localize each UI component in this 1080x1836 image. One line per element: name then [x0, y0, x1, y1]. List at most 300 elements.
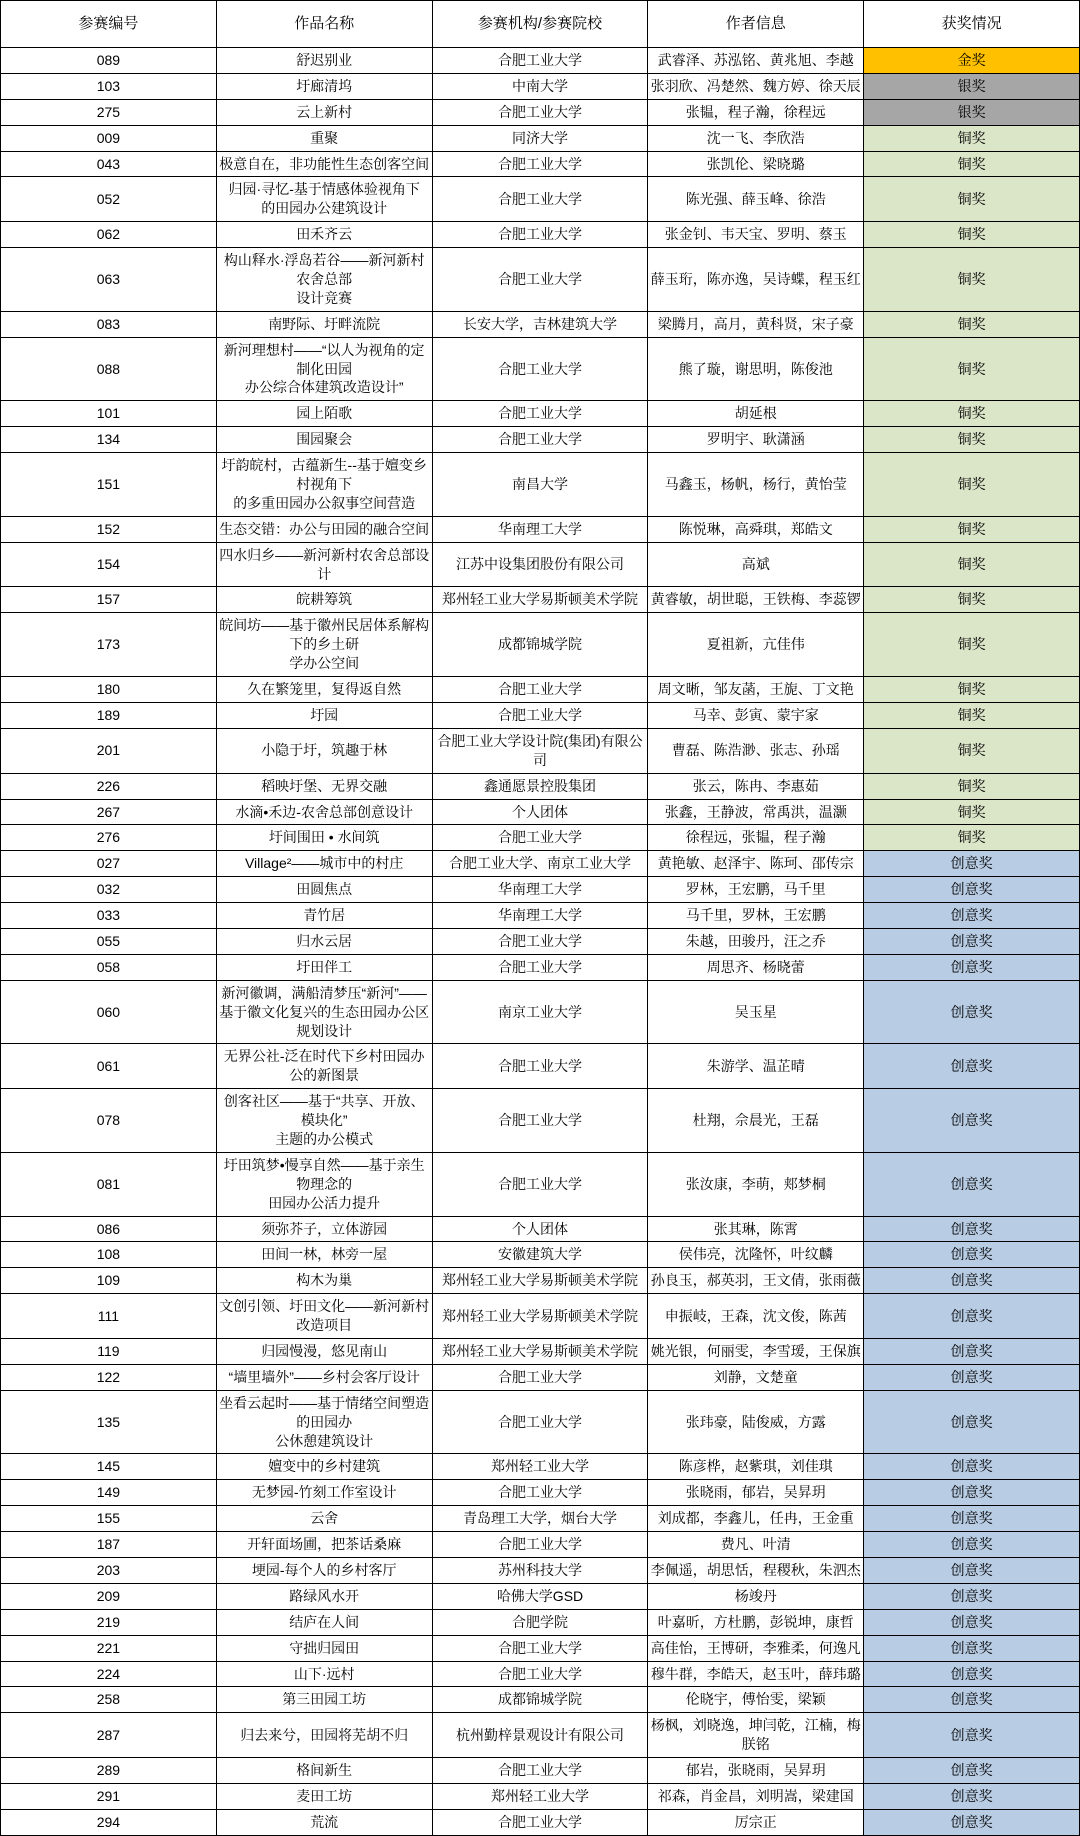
- table-row: [1, 954, 1080, 980]
- cell-work-title: 皖耕筹筑: [216, 587, 432, 613]
- cell-organization: 成都锦城学院: [432, 1687, 648, 1713]
- header-work-title: 作品名称: [216, 1, 432, 48]
- cell-award-badge: 创意奖: [864, 1713, 1080, 1758]
- cell-entry-id: 101: [1, 401, 217, 427]
- cell-organization: 合肥工业大学: [432, 702, 648, 728]
- cell-organization: 个人团体: [432, 1216, 648, 1242]
- table-row: [1, 1294, 1080, 1339]
- cell-organization: 合肥工业大学: [432, 1661, 648, 1687]
- cell-author-info: 伦晓宇，傅怡雯，梁颖: [648, 1687, 864, 1713]
- cell-work-title: 归园慢漫，悠见南山: [216, 1338, 432, 1364]
- table-row: [1, 825, 1080, 851]
- cell-author-info: 张玮豪，陆俊威，方露: [648, 1390, 864, 1454]
- table-row: [1, 1480, 1080, 1506]
- cell-award-badge: 铜奖: [864, 222, 1080, 248]
- cell-work-title: 生态交错：办公与田园的融合空间: [216, 516, 432, 542]
- cell-organization: 合肥工业大学设计院(集团)有限公司: [432, 728, 648, 773]
- cell-author-info: 张鑫，王静波，常禹洪，温灏: [648, 799, 864, 825]
- cell-organization: 合肥工业大学: [432, 222, 648, 248]
- cell-work-title: 圩田伴工: [216, 954, 432, 980]
- cell-entry-id: 122: [1, 1364, 217, 1390]
- cell-entry-id: 089: [1, 48, 217, 74]
- cell-award-badge: 创意奖: [864, 1532, 1080, 1558]
- cell-award-badge: 铜奖: [864, 248, 1080, 312]
- cell-organization: 合肥工业大学: [432, 151, 648, 177]
- cell-work-title: 构木为巢: [216, 1268, 432, 1294]
- cell-author-info: 高佳怡，王博研，李雅柔，何逸凡: [648, 1635, 864, 1661]
- cell-work-title: 久在繁笼里，复得返自然: [216, 677, 432, 703]
- cell-author-info: 张韫，程子瀚，徐程远: [648, 99, 864, 125]
- cell-award-badge: 创意奖: [864, 1661, 1080, 1687]
- cell-work-title: 舒迟别业: [216, 48, 432, 74]
- cell-award-badge: 创意奖: [864, 1480, 1080, 1506]
- cell-organization: 华南理工大学: [432, 516, 648, 542]
- cell-organization: 合肥工业大学: [432, 401, 648, 427]
- cell-entry-id: 086: [1, 1216, 217, 1242]
- cell-author-info: 薛玉珩，陈亦逸，吴诗蝶，程玉红: [648, 248, 864, 312]
- cell-organization: 合肥工业大学: [432, 248, 648, 312]
- cell-award-badge: 创意奖: [864, 903, 1080, 929]
- cell-entry-id: 226: [1, 773, 217, 799]
- cell-author-info: 朱游学、温芷晴: [648, 1044, 864, 1089]
- cell-work-title: 田间一林，林旁一屋: [216, 1242, 432, 1268]
- cell-award-badge: 铜奖: [864, 125, 1080, 151]
- cell-organization: 合肥工业大学: [432, 677, 648, 703]
- cell-award-badge: 银奖: [864, 73, 1080, 99]
- cell-organization: 南京工业大学: [432, 980, 648, 1044]
- cell-author-info: 罗林，王宏鹏，马千里: [648, 877, 864, 903]
- header-entry-id: 参赛编号: [1, 1, 217, 48]
- cell-entry-id: 151: [1, 453, 217, 517]
- cell-author-info: 马鑫玉，杨帆，杨行，黄怡莹: [648, 453, 864, 517]
- cell-award-badge: 创意奖: [864, 1364, 1080, 1390]
- cell-award-badge: 创意奖: [864, 877, 1080, 903]
- cell-organization: 合肥工业大学: [432, 1480, 648, 1506]
- cell-organization: 合肥工业大学: [432, 99, 648, 125]
- table-row: [1, 1044, 1080, 1089]
- cell-organization: 合肥工业大学: [432, 1044, 648, 1089]
- cell-work-title: 圩田筑梦•慢享自然——基于亲生物理念的 田园办公活力提升: [216, 1152, 432, 1216]
- cell-award-badge: 创意奖: [864, 1152, 1080, 1216]
- cell-entry-id: 058: [1, 954, 217, 980]
- cell-organization: 苏州科技大学: [432, 1558, 648, 1584]
- cell-work-title: 青竹居: [216, 903, 432, 929]
- cell-organization: 合肥工业大学: [432, 825, 648, 851]
- table-row: [1, 903, 1080, 929]
- cell-award-badge: 铜奖: [864, 702, 1080, 728]
- cell-organization: 安徽建筑大学: [432, 1242, 648, 1268]
- cell-work-title: 结庐在人间: [216, 1609, 432, 1635]
- cell-entry-id: 145: [1, 1454, 217, 1480]
- cell-organization: 南昌大学: [432, 453, 648, 517]
- cell-author-info: 朱越，田骏丹，汪之乔: [648, 928, 864, 954]
- cell-award-badge: 创意奖: [864, 1044, 1080, 1089]
- cell-organization: 合肥工业大学: [432, 954, 648, 980]
- cell-organization: 哈佛大学GSD: [432, 1583, 648, 1609]
- cell-author-info: 杨竣丹: [648, 1583, 864, 1609]
- cell-author-info: 周文晰，邹友菡，王旎、丁文艳: [648, 677, 864, 703]
- table-row: [1, 1532, 1080, 1558]
- cell-work-title: 归去来兮，田园将芜胡不归: [216, 1713, 432, 1758]
- cell-author-info: 祁森，肖金昌，刘明嵩，梁建国: [648, 1784, 864, 1810]
- cell-award-badge: 创意奖: [864, 1558, 1080, 1584]
- cell-entry-id: 135: [1, 1390, 217, 1454]
- cell-work-title: 构山释水·浮岛若谷——新河新村农舍总部 设计竞赛: [216, 248, 432, 312]
- table-row: [1, 1338, 1080, 1364]
- cell-entry-id: 027: [1, 851, 217, 877]
- cell-entry-id: 221: [1, 1635, 217, 1661]
- cell-author-info: 夏祖新，亢佳伟: [648, 613, 864, 677]
- table-row: [1, 151, 1080, 177]
- cell-organization: 华南理工大学: [432, 877, 648, 903]
- cell-organization: 合肥工业大学: [432, 1635, 648, 1661]
- cell-author-info: 马幸、彭寅、蒙宇家: [648, 702, 864, 728]
- cell-entry-id: 209: [1, 1583, 217, 1609]
- table-row: [1, 702, 1080, 728]
- cell-work-title: 无梦园-竹刻工作室设计: [216, 1480, 432, 1506]
- table-row: [1, 1583, 1080, 1609]
- table-row: [1, 248, 1080, 312]
- cell-author-info: 刘静，文楚童: [648, 1364, 864, 1390]
- cell-award-badge: 铜奖: [864, 613, 1080, 677]
- cell-author-info: 姚光银，何丽雯，李雪瑷，王保旗: [648, 1338, 864, 1364]
- cell-award-badge: 铜奖: [864, 177, 1080, 222]
- cell-award-badge: 创意奖: [864, 1506, 1080, 1532]
- cell-work-title: 圩韵皖村，古蕴新生--基于嬗变乡村视角下 的多重田园办公叙事空间营造: [216, 453, 432, 517]
- cell-organization: 华南理工大学: [432, 903, 648, 929]
- cell-entry-id: 294: [1, 1809, 217, 1835]
- table-row: [1, 1558, 1080, 1584]
- cell-award-badge: 铜奖: [864, 453, 1080, 517]
- cell-organization: 合肥工业大学: [432, 427, 648, 453]
- cell-organization: 合肥工业大学: [432, 1758, 648, 1784]
- cell-author-info: 梁腾月，高月，黄科贤，宋子豪: [648, 311, 864, 337]
- cell-award-badge: 铜奖: [864, 337, 1080, 401]
- cell-author-info: 熊了璇，谢思明，陈俊池: [648, 337, 864, 401]
- cell-organization: 郑州轻工业大学易斯顿美术学院: [432, 1268, 648, 1294]
- cell-entry-id: 155: [1, 1506, 217, 1532]
- cell-entry-id: 083: [1, 311, 217, 337]
- cell-award-badge: 创意奖: [864, 1784, 1080, 1810]
- table-row: [1, 1809, 1080, 1835]
- cell-work-title: 第三田园工坊: [216, 1687, 432, 1713]
- cell-author-info: 陈光强、薛玉峰、徐浩: [648, 177, 864, 222]
- cell-award-badge: 创意奖: [864, 1609, 1080, 1635]
- cell-entry-id: 267: [1, 799, 217, 825]
- cell-award-badge: 铜奖: [864, 401, 1080, 427]
- cell-award-badge: 铜奖: [864, 427, 1080, 453]
- cell-work-title: 无界公社-泛在时代下乡村田园办公的新图景: [216, 1044, 432, 1089]
- cell-organization: 成都锦城学院: [432, 613, 648, 677]
- cell-work-title: 极意自在，非功能性生态创客空间: [216, 151, 432, 177]
- cell-award-badge: 铜奖: [864, 728, 1080, 773]
- cell-author-info: 侯伟亮，沈隆怀，叶纹麟: [648, 1242, 864, 1268]
- table-row: [1, 877, 1080, 903]
- cell-work-title: 稻映圩堡、无界交融: [216, 773, 432, 799]
- table-row: [1, 851, 1080, 877]
- cell-award-badge: 创意奖: [864, 1454, 1080, 1480]
- cell-award-badge: 铜奖: [864, 542, 1080, 587]
- cell-author-info: 费凡、叶清: [648, 1532, 864, 1558]
- cell-entry-id: 063: [1, 248, 217, 312]
- cell-work-title: “墙里墙外”——乡村会客厅设计: [216, 1364, 432, 1390]
- cell-work-title: 新河徽调，满船清梦压“新河”—— 基于徽文化复兴的生态田园办公区规划设计: [216, 980, 432, 1044]
- cell-award-badge: 铜奖: [864, 311, 1080, 337]
- cell-organization: 鑫通愿景控股集团: [432, 773, 648, 799]
- cell-entry-id: 289: [1, 1758, 217, 1784]
- cell-author-info: 罗明宇、耿潇涵: [648, 427, 864, 453]
- cell-work-title: 云舍: [216, 1506, 432, 1532]
- cell-entry-id: 219: [1, 1609, 217, 1635]
- cell-work-title: 荒流: [216, 1809, 432, 1835]
- cell-award-badge: 金奖: [864, 48, 1080, 74]
- cell-author-info: 陈悦琳，高舜琪，郑皓文: [648, 516, 864, 542]
- cell-award-badge: 创意奖: [864, 1089, 1080, 1153]
- cell-organization: 杭州勤梓景观设计有限公司: [432, 1713, 648, 1758]
- cell-organization: 合肥工业大学: [432, 1364, 648, 1390]
- cell-organization: 合肥工业大学: [432, 1532, 648, 1558]
- cell-entry-id: 032: [1, 877, 217, 903]
- cell-entry-id: 187: [1, 1532, 217, 1558]
- table-row: [1, 1216, 1080, 1242]
- table-row: [1, 516, 1080, 542]
- cell-author-info: 黄睿敏，胡世聪，王铁梅、李蕊锣: [648, 587, 864, 613]
- table-row: [1, 337, 1080, 401]
- cell-entry-id: 009: [1, 125, 217, 151]
- cell-work-title: 嬗变中的乡村建筑: [216, 1454, 432, 1480]
- cell-entry-id: 201: [1, 728, 217, 773]
- table-row: [1, 1713, 1080, 1758]
- table-row: [1, 1506, 1080, 1532]
- cell-work-title: 麦田工坊: [216, 1784, 432, 1810]
- cell-work-title: 须弥芥子，立体游园: [216, 1216, 432, 1242]
- cell-author-info: 李佩遥，胡思恬，程稷秋，朱泗杰: [648, 1558, 864, 1584]
- cell-entry-id: 287: [1, 1713, 217, 1758]
- cell-organization: 合肥工业大学: [432, 928, 648, 954]
- cell-work-title: 创客社区——基于“共享、开放、模块化” 主题的办公模式: [216, 1089, 432, 1153]
- cell-award-badge: 创意奖: [864, 1268, 1080, 1294]
- cell-entry-id: 203: [1, 1558, 217, 1584]
- cell-entry-id: 052: [1, 177, 217, 222]
- cell-entry-id: 258: [1, 1687, 217, 1713]
- cell-entry-id: 149: [1, 1480, 217, 1506]
- cell-work-title: 皖间坊——基于徽州民居体系解构下的乡土研 学办公空间: [216, 613, 432, 677]
- cell-award-badge: 创意奖: [864, 1216, 1080, 1242]
- cell-author-info: 张其琳，陈霄: [648, 1216, 864, 1242]
- cell-organization: 合肥工业大学: [432, 48, 648, 74]
- cell-entry-id: 291: [1, 1784, 217, 1810]
- cell-entry-id: 088: [1, 337, 217, 401]
- cell-entry-id: 103: [1, 73, 217, 99]
- cell-organization: 中南大学: [432, 73, 648, 99]
- table-row: [1, 1784, 1080, 1810]
- cell-award-badge: 铜奖: [864, 799, 1080, 825]
- cell-entry-id: 062: [1, 222, 217, 248]
- table-row: [1, 1454, 1080, 1480]
- cell-work-title: Village²——城市中的村庄: [216, 851, 432, 877]
- cell-organization: 合肥学院: [432, 1609, 648, 1635]
- table-row: [1, 99, 1080, 125]
- header-award: 获奖情况: [864, 1, 1080, 48]
- table-row: [1, 1242, 1080, 1268]
- table-row: [1, 677, 1080, 703]
- cell-work-title: 小隐于圩，筑趣于林: [216, 728, 432, 773]
- cell-author-info: 马千里，罗林，王宏鹏: [648, 903, 864, 929]
- cell-entry-id: 180: [1, 677, 217, 703]
- cell-award-badge: 创意奖: [864, 1242, 1080, 1268]
- cell-organization: 合肥工业大学、南京工业大学: [432, 851, 648, 877]
- cell-entry-id: 134: [1, 427, 217, 453]
- cell-organization: 青岛理工大学，烟台大学: [432, 1506, 648, 1532]
- cell-work-title: 山下·远村: [216, 1661, 432, 1687]
- cell-entry-id: 173: [1, 613, 217, 677]
- cell-organization: 郑州轻工业大学: [432, 1454, 648, 1480]
- cell-author-info: 黄艳敏、赵泽宇、陈珂、邵传宗: [648, 851, 864, 877]
- cell-organization: 郑州轻工业大学易斯顿美术学院: [432, 587, 648, 613]
- cell-award-badge: 铜奖: [864, 587, 1080, 613]
- cell-entry-id: 081: [1, 1152, 217, 1216]
- cell-entry-id: 275: [1, 99, 217, 125]
- cell-author-info: 张晓雨，郁岩，吴昇玥: [648, 1480, 864, 1506]
- table-row: [1, 73, 1080, 99]
- cell-organization: 江苏中设集团股份有限公司: [432, 542, 648, 587]
- table-row: [1, 1687, 1080, 1713]
- cell-author-info: 武睿泽、苏泓铭、黄兆旭、李越: [648, 48, 864, 74]
- cell-organization: 合肥工业大学: [432, 177, 648, 222]
- cell-author-info: 沈一飞、李欣浩: [648, 125, 864, 151]
- cell-organization: 合肥工业大学: [432, 1809, 648, 1835]
- cell-award-badge: 创意奖: [864, 1758, 1080, 1784]
- cell-award-badge: 铜奖: [864, 825, 1080, 851]
- table-row: [1, 177, 1080, 222]
- table-row: [1, 799, 1080, 825]
- cell-author-info: 杨枫，刘晓逸，坤闫乾，江楠，梅朕铭: [648, 1713, 864, 1758]
- cell-entry-id: 119: [1, 1338, 217, 1364]
- cell-entry-id: 152: [1, 516, 217, 542]
- cell-entry-id: 108: [1, 1242, 217, 1268]
- cell-award-badge: 铜奖: [864, 516, 1080, 542]
- cell-work-title: 埂园-每个人的乡村客厅: [216, 1558, 432, 1584]
- cell-work-title: 格间新生: [216, 1758, 432, 1784]
- table-body: [1, 48, 1080, 1836]
- cell-award-badge: 创意奖: [864, 1294, 1080, 1339]
- cell-entry-id: 224: [1, 1661, 217, 1687]
- cell-award-badge: 银奖: [864, 99, 1080, 125]
- cell-author-info: 叶嘉昕，方杜鹏，彭锐坤，康哲: [648, 1609, 864, 1635]
- cell-organization: 合肥工业大学: [432, 1089, 648, 1153]
- cell-entry-id: 061: [1, 1044, 217, 1089]
- cell-author-info: 穆牛群，李皓天，赵玉叶，薛玮璐: [648, 1661, 864, 1687]
- cell-award-badge: 创意奖: [864, 851, 1080, 877]
- cell-organization: 合肥工业大学: [432, 337, 648, 401]
- cell-award-badge: 创意奖: [864, 954, 1080, 980]
- cell-award-badge: 创意奖: [864, 1809, 1080, 1835]
- cell-author-info: 郁岩，张晓雨，吴昇玥: [648, 1758, 864, 1784]
- table-row: [1, 311, 1080, 337]
- cell-work-title: 水滴•禾边-农舍总部创意设计: [216, 799, 432, 825]
- cell-author-info: 胡延根: [648, 401, 864, 427]
- cell-work-title: 围园聚会: [216, 427, 432, 453]
- cell-work-title: 归园·寻忆-基于情感体验视角下 的田园办公建筑设计: [216, 177, 432, 222]
- cell-award-badge: 创意奖: [864, 980, 1080, 1044]
- cell-work-title: 开轩面场圃，把茶话桑麻: [216, 1532, 432, 1558]
- table-row: [1, 1268, 1080, 1294]
- table-row: [1, 48, 1080, 74]
- cell-work-title: 新河理想村——“以人为视角的定制化田园 办公综合体建筑改造设计”: [216, 337, 432, 401]
- table-row: [1, 587, 1080, 613]
- cell-entry-id: 157: [1, 587, 217, 613]
- cell-entry-id: 078: [1, 1089, 217, 1153]
- table-row: [1, 222, 1080, 248]
- cell-entry-id: 060: [1, 980, 217, 1044]
- cell-award-badge: 铜奖: [864, 151, 1080, 177]
- cell-author-info: 张汝康，李萌，郏梦桐: [648, 1152, 864, 1216]
- cell-entry-id: 043: [1, 151, 217, 177]
- table-row: [1, 1758, 1080, 1784]
- cell-award-badge: 铜奖: [864, 677, 1080, 703]
- cell-entry-id: 189: [1, 702, 217, 728]
- cell-organization: 个人团体: [432, 799, 648, 825]
- cell-entry-id: 109: [1, 1268, 217, 1294]
- cell-organization: 郑州轻工业大学易斯顿美术学院: [432, 1294, 648, 1339]
- table-row: [1, 773, 1080, 799]
- cell-entry-id: 276: [1, 825, 217, 851]
- cell-author-info: 周思齐、杨晓蕾: [648, 954, 864, 980]
- cell-work-title: 圩园: [216, 702, 432, 728]
- cell-author-info: 吴玉星: [648, 980, 864, 1044]
- cell-author-info: 徐程远，张韫，程子瀚: [648, 825, 864, 851]
- cell-work-title: 四水归乡——新河新村农舍总部设计: [216, 542, 432, 587]
- table-row: [1, 1364, 1080, 1390]
- cell-work-title: 圩廊清坞: [216, 73, 432, 99]
- cell-award-badge: 创意奖: [864, 1635, 1080, 1661]
- cell-author-info: 杜翔，佘晨光，王磊: [648, 1089, 864, 1153]
- table-row: [1, 980, 1080, 1044]
- table-row: [1, 125, 1080, 151]
- table-row: [1, 542, 1080, 587]
- cell-entry-id: 154: [1, 542, 217, 587]
- cell-work-title: 田禾齐云: [216, 222, 432, 248]
- table-row: [1, 401, 1080, 427]
- cell-author-info: 张凯伦、梁晓璐: [648, 151, 864, 177]
- cell-award-badge: 创意奖: [864, 1583, 1080, 1609]
- cell-work-title: 坐看云起时——基于情绪空间塑造的田园办 公休憩建筑设计: [216, 1390, 432, 1454]
- cell-award-badge: 创意奖: [864, 1390, 1080, 1454]
- header-author-info: 作者信息: [648, 1, 864, 48]
- cell-organization: 长安大学，吉林建筑大学: [432, 311, 648, 337]
- cell-work-title: 归水云居: [216, 928, 432, 954]
- cell-author-info: 张金钊、韦天宝、罗明、蔡玉: [648, 222, 864, 248]
- cell-organization: 郑州轻工业大学易斯顿美术学院: [432, 1338, 648, 1364]
- table-row: [1, 1390, 1080, 1454]
- cell-award-badge: 创意奖: [864, 1338, 1080, 1364]
- table-row: [1, 1661, 1080, 1687]
- cell-author-info: 张云，陈冉、李惠茹: [648, 773, 864, 799]
- table-row: [1, 453, 1080, 517]
- cell-entry-id: 111: [1, 1294, 217, 1339]
- cell-work-title: 圩间围田 • 水间筑: [216, 825, 432, 851]
- cell-work-title: 田圆焦点: [216, 877, 432, 903]
- cell-author-info: 陈彦桦，赵紫琪，刘佳琪: [648, 1454, 864, 1480]
- cell-author-info: 刘成都，李鑫儿，任冉，王金重: [648, 1506, 864, 1532]
- table-row: [1, 1089, 1080, 1153]
- cell-author-info: 曹磊、陈浩渺、张志、孙瑶: [648, 728, 864, 773]
- cell-organization: 同济大学: [432, 125, 648, 151]
- table-header-row: [1, 1, 1080, 48]
- cell-organization: 郑州轻工业大学: [432, 1784, 648, 1810]
- cell-entry-id: 055: [1, 928, 217, 954]
- table-row: [1, 1609, 1080, 1635]
